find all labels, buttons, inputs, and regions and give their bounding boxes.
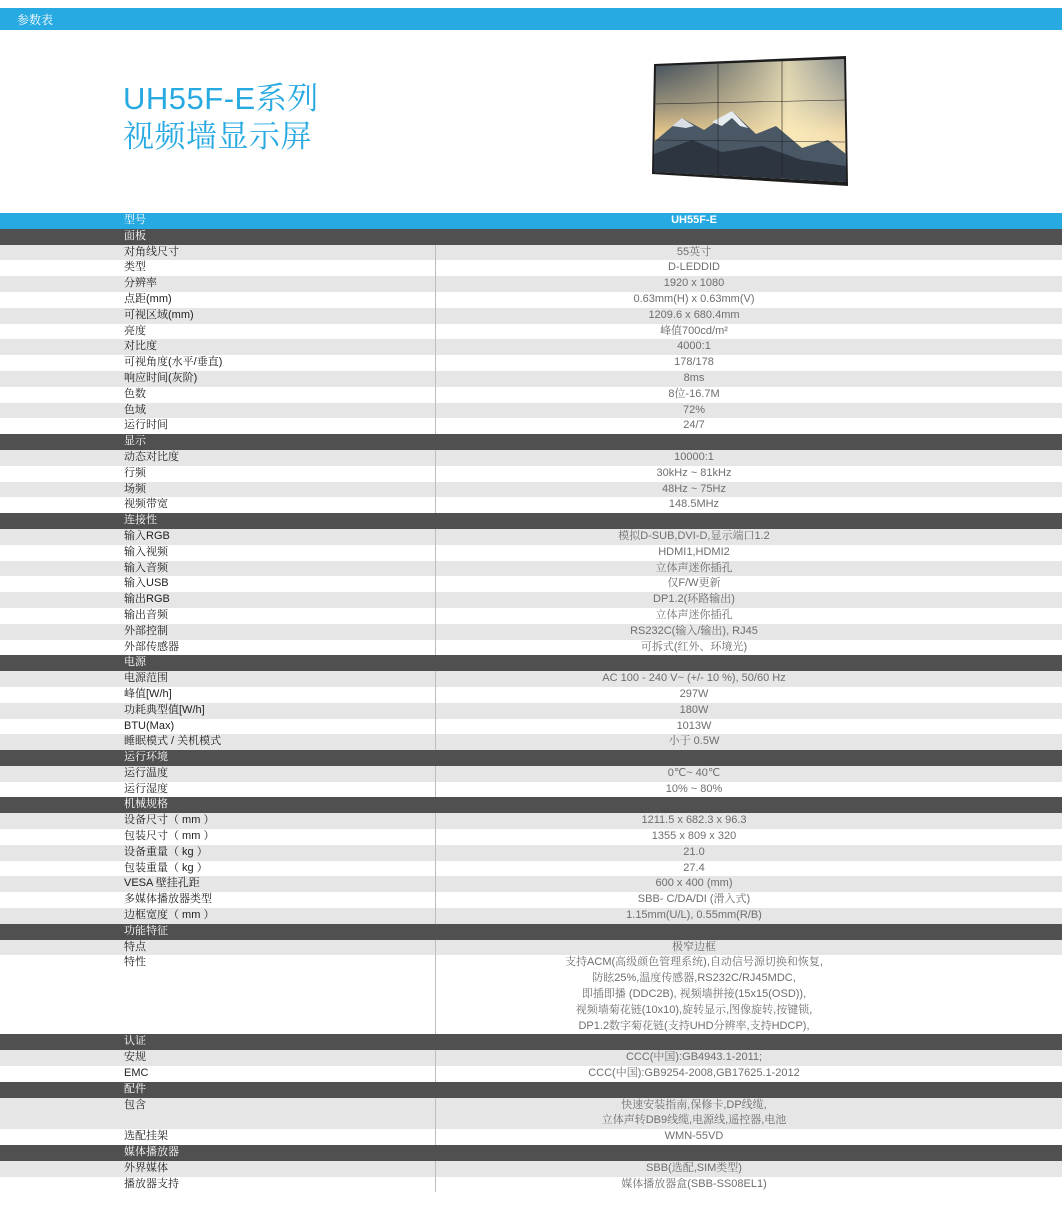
spec-row (0, 450, 1062, 466)
spec-row (0, 1129, 1062, 1145)
section-label: 认证 (124, 1035, 146, 1048)
spec-label: 设备重量（ kg ） (0, 845, 436, 861)
spec-label: 选配挂架 (0, 1129, 436, 1145)
spec-row (0, 782, 1062, 798)
spec-value (436, 482, 1062, 498)
spec-label: 睡眠模式 / 关机模式 (0, 734, 436, 750)
spec-value-line: 4000:1 (677, 340, 711, 353)
section-label: 机械规格 (124, 798, 168, 811)
spec-value-line: 180W (679, 703, 709, 716)
spec-label: 可视角度(水平/垂直) (0, 355, 436, 371)
spec-row (0, 497, 1062, 513)
spec-value (436, 640, 1062, 656)
spec-label: 动态对比度 (0, 450, 436, 466)
spec-row (0, 1161, 1062, 1177)
spec-row (0, 418, 1062, 434)
spec-row (0, 308, 1062, 324)
spec-value-line: 600 x 400 (mm) (655, 877, 733, 890)
spec-row (0, 292, 1062, 308)
spec-value (436, 387, 1062, 403)
spec-value (436, 418, 1062, 434)
spec-label: 外界媒体 (0, 1161, 436, 1177)
spec-value (436, 876, 1062, 892)
spec-value (436, 1177, 1062, 1193)
spec-value-line: 0.63mm(H) x 0.63mm(V) (633, 292, 755, 305)
spec-value (436, 260, 1062, 276)
spec-row (0, 766, 1062, 782)
spec-value-line: 立体声迷你插孔 (655, 561, 733, 574)
spec-value-line: AC 100 - 240 V~ (+/- 10 %), 50/60 Hz (602, 672, 786, 685)
spec-value-line: 峰值700cd/m² (660, 324, 728, 337)
spec-value-line: 立体声迷你插孔 (655, 608, 733, 621)
spec-value (436, 624, 1062, 640)
table-header-row (0, 213, 1062, 229)
spec-value-line: 媒体播放器盒(SBB-SS08EL1) (621, 1177, 767, 1190)
spec-value-line: 1013W (676, 719, 712, 732)
spec-value (436, 1129, 1062, 1145)
product-image (652, 56, 850, 186)
spec-label: 设备尺寸（ mm ） (0, 813, 436, 829)
spec-value (436, 734, 1062, 750)
spec-row (0, 324, 1062, 340)
spec-label: 峰值[W/h] (0, 687, 436, 703)
spec-label: 对比度 (0, 339, 436, 355)
title-line-2: 视频墙显示屏 (123, 119, 312, 154)
spec-row (0, 640, 1062, 656)
spec-value (436, 403, 1062, 419)
spec-label: EMC (0, 1066, 436, 1082)
spec-value (436, 592, 1062, 608)
spec-value-line: 1211.5 x 682.3 x 96.3 (641, 814, 747, 827)
spec-row (0, 955, 1062, 1034)
spec-value-line: 小于 0.5W (668, 735, 720, 748)
spec-row (0, 734, 1062, 750)
spec-value-line: 立体声转DB9线缆,电源线,遥控器,电池 (601, 1114, 787, 1127)
spec-row (0, 339, 1062, 355)
spec-label: 功耗典型值[W/h] (0, 703, 436, 719)
spec-value (436, 671, 1062, 687)
spec-value (436, 324, 1062, 340)
spec-label: 运行时间 (0, 418, 436, 434)
spec-label: 对角线尺寸 (0, 245, 436, 261)
spec-row (0, 876, 1062, 892)
section-header (0, 655, 1062, 671)
topbar-label: 参数表 (17, 13, 54, 27)
spec-row (0, 703, 1062, 719)
section-label: 显示 (124, 435, 146, 448)
spec-label: 包装重量（ kg ） (0, 861, 436, 877)
spec-row (0, 545, 1062, 561)
spec-label: 电源范围 (0, 671, 436, 687)
spec-value-line: 27.4 (683, 861, 705, 874)
spec-row (0, 608, 1062, 624)
spec-value-line: 30kHz ~ 81kHz (656, 466, 732, 479)
section-header (0, 513, 1062, 529)
spec-row (0, 624, 1062, 640)
spec-label: 运行湿度 (0, 782, 436, 798)
spec-label: 场频 (0, 482, 436, 498)
spec-value-line: 支持ACM(高级颜色管理系统),自动信号源切换和恢复, (565, 956, 823, 969)
spec-label: 播放器支持 (0, 1177, 436, 1193)
spec-value (436, 1161, 1062, 1177)
section-label: 功能特征 (124, 924, 168, 937)
spec-label: 安规 (0, 1050, 436, 1066)
spec-row (0, 1050, 1062, 1066)
header-value: UH55F-E (671, 214, 717, 226)
spec-label: 包含 (0, 1098, 436, 1130)
spec-row (0, 245, 1062, 261)
spec-row (0, 719, 1062, 735)
spec-value-line: 21.0 (683, 845, 705, 858)
spec-value (436, 339, 1062, 355)
spec-value-line: DP1.2(环路输出) (653, 593, 735, 606)
spec-row (0, 908, 1062, 924)
section-label: 连接性 (124, 514, 157, 527)
spec-value-line: 72% (682, 403, 706, 416)
spec-label: 特点 (0, 940, 436, 956)
spec-label: 外部控制 (0, 624, 436, 640)
spec-value (436, 576, 1062, 592)
spec-value (436, 829, 1062, 845)
spec-value-line: 1.15mm(U/L), 0.55mm(R/B) (626, 909, 762, 922)
spec-value (436, 1098, 1062, 1130)
spec-value-line: CCC(中国):GB4943.1-2011; (625, 1051, 763, 1064)
spec-row (0, 576, 1062, 592)
spec-label: 输入音频 (0, 561, 436, 577)
spec-value-line: 10% ~ 80% (665, 782, 723, 795)
spec-row (0, 529, 1062, 545)
spec-value (436, 450, 1062, 466)
spec-label: 可视区域(mm) (0, 308, 436, 324)
spec-value-line: HDMI1,HDMI2 (658, 545, 730, 558)
spec-value-line: 178/178 (674, 356, 714, 369)
spec-label: 输出音频 (0, 608, 436, 624)
spec-value-line: DP1.2数字菊花链(支持UHD分辨率,支持HDCP), (578, 1019, 810, 1032)
spec-value (436, 845, 1062, 861)
spec-value (436, 608, 1062, 624)
spec-label: 色数 (0, 387, 436, 403)
spec-label: 边框宽度（ mm ） (0, 908, 436, 924)
spec-value (436, 940, 1062, 956)
spec-row (0, 482, 1062, 498)
spec-value-line: 仅F/W更新 (667, 577, 721, 590)
spec-row (0, 861, 1062, 877)
spec-row (0, 813, 1062, 829)
spec-value-line: 快速安装指南,保修卡,DP线缆, (621, 1098, 767, 1111)
section-header (0, 797, 1062, 813)
spec-value (436, 245, 1062, 261)
section-label: 媒体播放器 (124, 1146, 179, 1159)
spec-value-line: 24/7 (683, 419, 705, 432)
spec-label: 输入视频 (0, 545, 436, 561)
section-header (0, 750, 1062, 766)
spec-value (436, 545, 1062, 561)
header-label: 型号 (124, 214, 146, 226)
spec-label: 运行温度 (0, 766, 436, 782)
spec-label: 类型 (0, 260, 436, 276)
section-header (0, 1082, 1062, 1098)
section-label: 运行环境 (124, 751, 168, 764)
spec-value-line: 1355 x 809 x 320 (651, 830, 737, 843)
spec-row (0, 371, 1062, 387)
spec-label: 输入RGB (0, 529, 436, 545)
spec-row (0, 355, 1062, 371)
spec-value (436, 1050, 1062, 1066)
spec-row (0, 1098, 1062, 1130)
spec-value (436, 466, 1062, 482)
spec-value (436, 276, 1062, 292)
spec-value (436, 687, 1062, 703)
section-header (0, 229, 1062, 245)
spec-row (0, 561, 1062, 577)
spec-value-line: 10000:1 (674, 450, 714, 463)
spec-value-line: 视频墙菊花链(10x10),旋转显示,图像旋转,按键锁, (575, 1003, 813, 1016)
spec-row (0, 403, 1062, 419)
spec-label: 特性 (0, 955, 436, 1034)
spec-value-line: 8位-16.7M (668, 387, 720, 400)
spec-value (436, 861, 1062, 877)
spec-label: 外部传感器 (0, 640, 436, 656)
spec-value-line: D-LEDDID (668, 261, 720, 274)
spec-value (436, 292, 1062, 308)
spec-value-line: RS232C(输入/输出), RJ45 (630, 624, 758, 637)
spec-value-line: 0℃~ 40℃ (667, 766, 721, 779)
section-label: 配件 (124, 1082, 146, 1095)
spec-value-line: 即插即播 (DDC2B), 视频墙拼接(15x15(OSD)), (581, 988, 807, 1001)
spec-row (0, 1177, 1062, 1193)
spec-label: 色域 (0, 403, 436, 419)
spec-value-line: 48Hz ~ 75Hz (662, 482, 726, 495)
spec-table (0, 213, 1062, 1192)
spec-value-line: 55英寸 (676, 245, 712, 258)
spec-value-line: 297W (679, 687, 709, 700)
spec-label: 输入USB (0, 576, 436, 592)
spec-row (0, 387, 1062, 403)
spec-value-line: 极窄边框 (672, 940, 716, 953)
spec-value (436, 703, 1062, 719)
spec-label: VESA 壁挂孔距 (0, 876, 436, 892)
spec-row (0, 260, 1062, 276)
spec-row (0, 940, 1062, 956)
spec-value-line: 可拆式(红外、环境光) (640, 640, 748, 653)
spec-value-line: CCC(中国):GB9254-2008,GB17625.1-2012 (588, 1067, 800, 1080)
section-header (0, 924, 1062, 940)
spec-value (436, 813, 1062, 829)
page-title (123, 80, 319, 156)
spec-row (0, 845, 1062, 861)
spec-value-line: 1209.6 x 680.4mm (648, 308, 740, 321)
spec-value (436, 782, 1062, 798)
spec-label: 多媒体播放器类型 (0, 892, 436, 908)
section-label: 电源 (124, 656, 146, 669)
spec-row (0, 466, 1062, 482)
section-header (0, 1034, 1062, 1050)
spec-value-line: 8ms (683, 371, 705, 384)
spec-value (436, 561, 1062, 577)
spec-row (0, 829, 1062, 845)
section-header (0, 434, 1062, 450)
spec-row (0, 592, 1062, 608)
spec-value (436, 529, 1062, 545)
spec-value (436, 955, 1062, 1034)
spec-value (436, 308, 1062, 324)
spec-label: 分辨率 (0, 276, 436, 292)
spec-value-line: WMN-55VD (664, 1130, 724, 1143)
spec-value-line: 模拟D-SUB,DVI-D,显示端口1.2 (618, 529, 770, 542)
top-banner (0, 8, 1062, 30)
spec-label: 行频 (0, 466, 436, 482)
spec-label: 输出RGB (0, 592, 436, 608)
spec-value (436, 908, 1062, 924)
spec-row (0, 671, 1062, 687)
spec-value (436, 497, 1062, 513)
spec-row (0, 276, 1062, 292)
spec-value-line: 防眩25%,温度传感器,RS232C/RJ45MDC, (592, 972, 796, 985)
spec-label: 响应时间(灰阶) (0, 371, 436, 387)
spec-label: 点距(mm) (0, 292, 436, 308)
spec-value (436, 892, 1062, 908)
section-header (0, 1145, 1062, 1161)
spec-value (436, 766, 1062, 782)
spec-value-line: 1920 x 1080 (663, 277, 725, 290)
spec-value-line: SBB- C/DA/DI (滑入式) (637, 893, 751, 906)
spec-value (436, 355, 1062, 371)
spec-row (0, 892, 1062, 908)
spec-value-line: SBB(选配,SIM类型) (646, 1161, 742, 1174)
spec-label: 包装尺寸（ mm ） (0, 829, 436, 845)
spec-label: BTU(Max) (0, 719, 436, 735)
title-line-1: UH55F-E系列 (123, 81, 319, 116)
section-label: 面板 (124, 229, 146, 242)
spec-value-line: 148.5MHz (668, 498, 720, 511)
spec-row (0, 687, 1062, 703)
spec-value (436, 719, 1062, 735)
spec-value (436, 371, 1062, 387)
spec-label: 亮度 (0, 324, 436, 340)
spec-value (436, 1066, 1062, 1082)
spec-row (0, 1066, 1062, 1082)
spec-label: 视频带宽 (0, 497, 436, 513)
